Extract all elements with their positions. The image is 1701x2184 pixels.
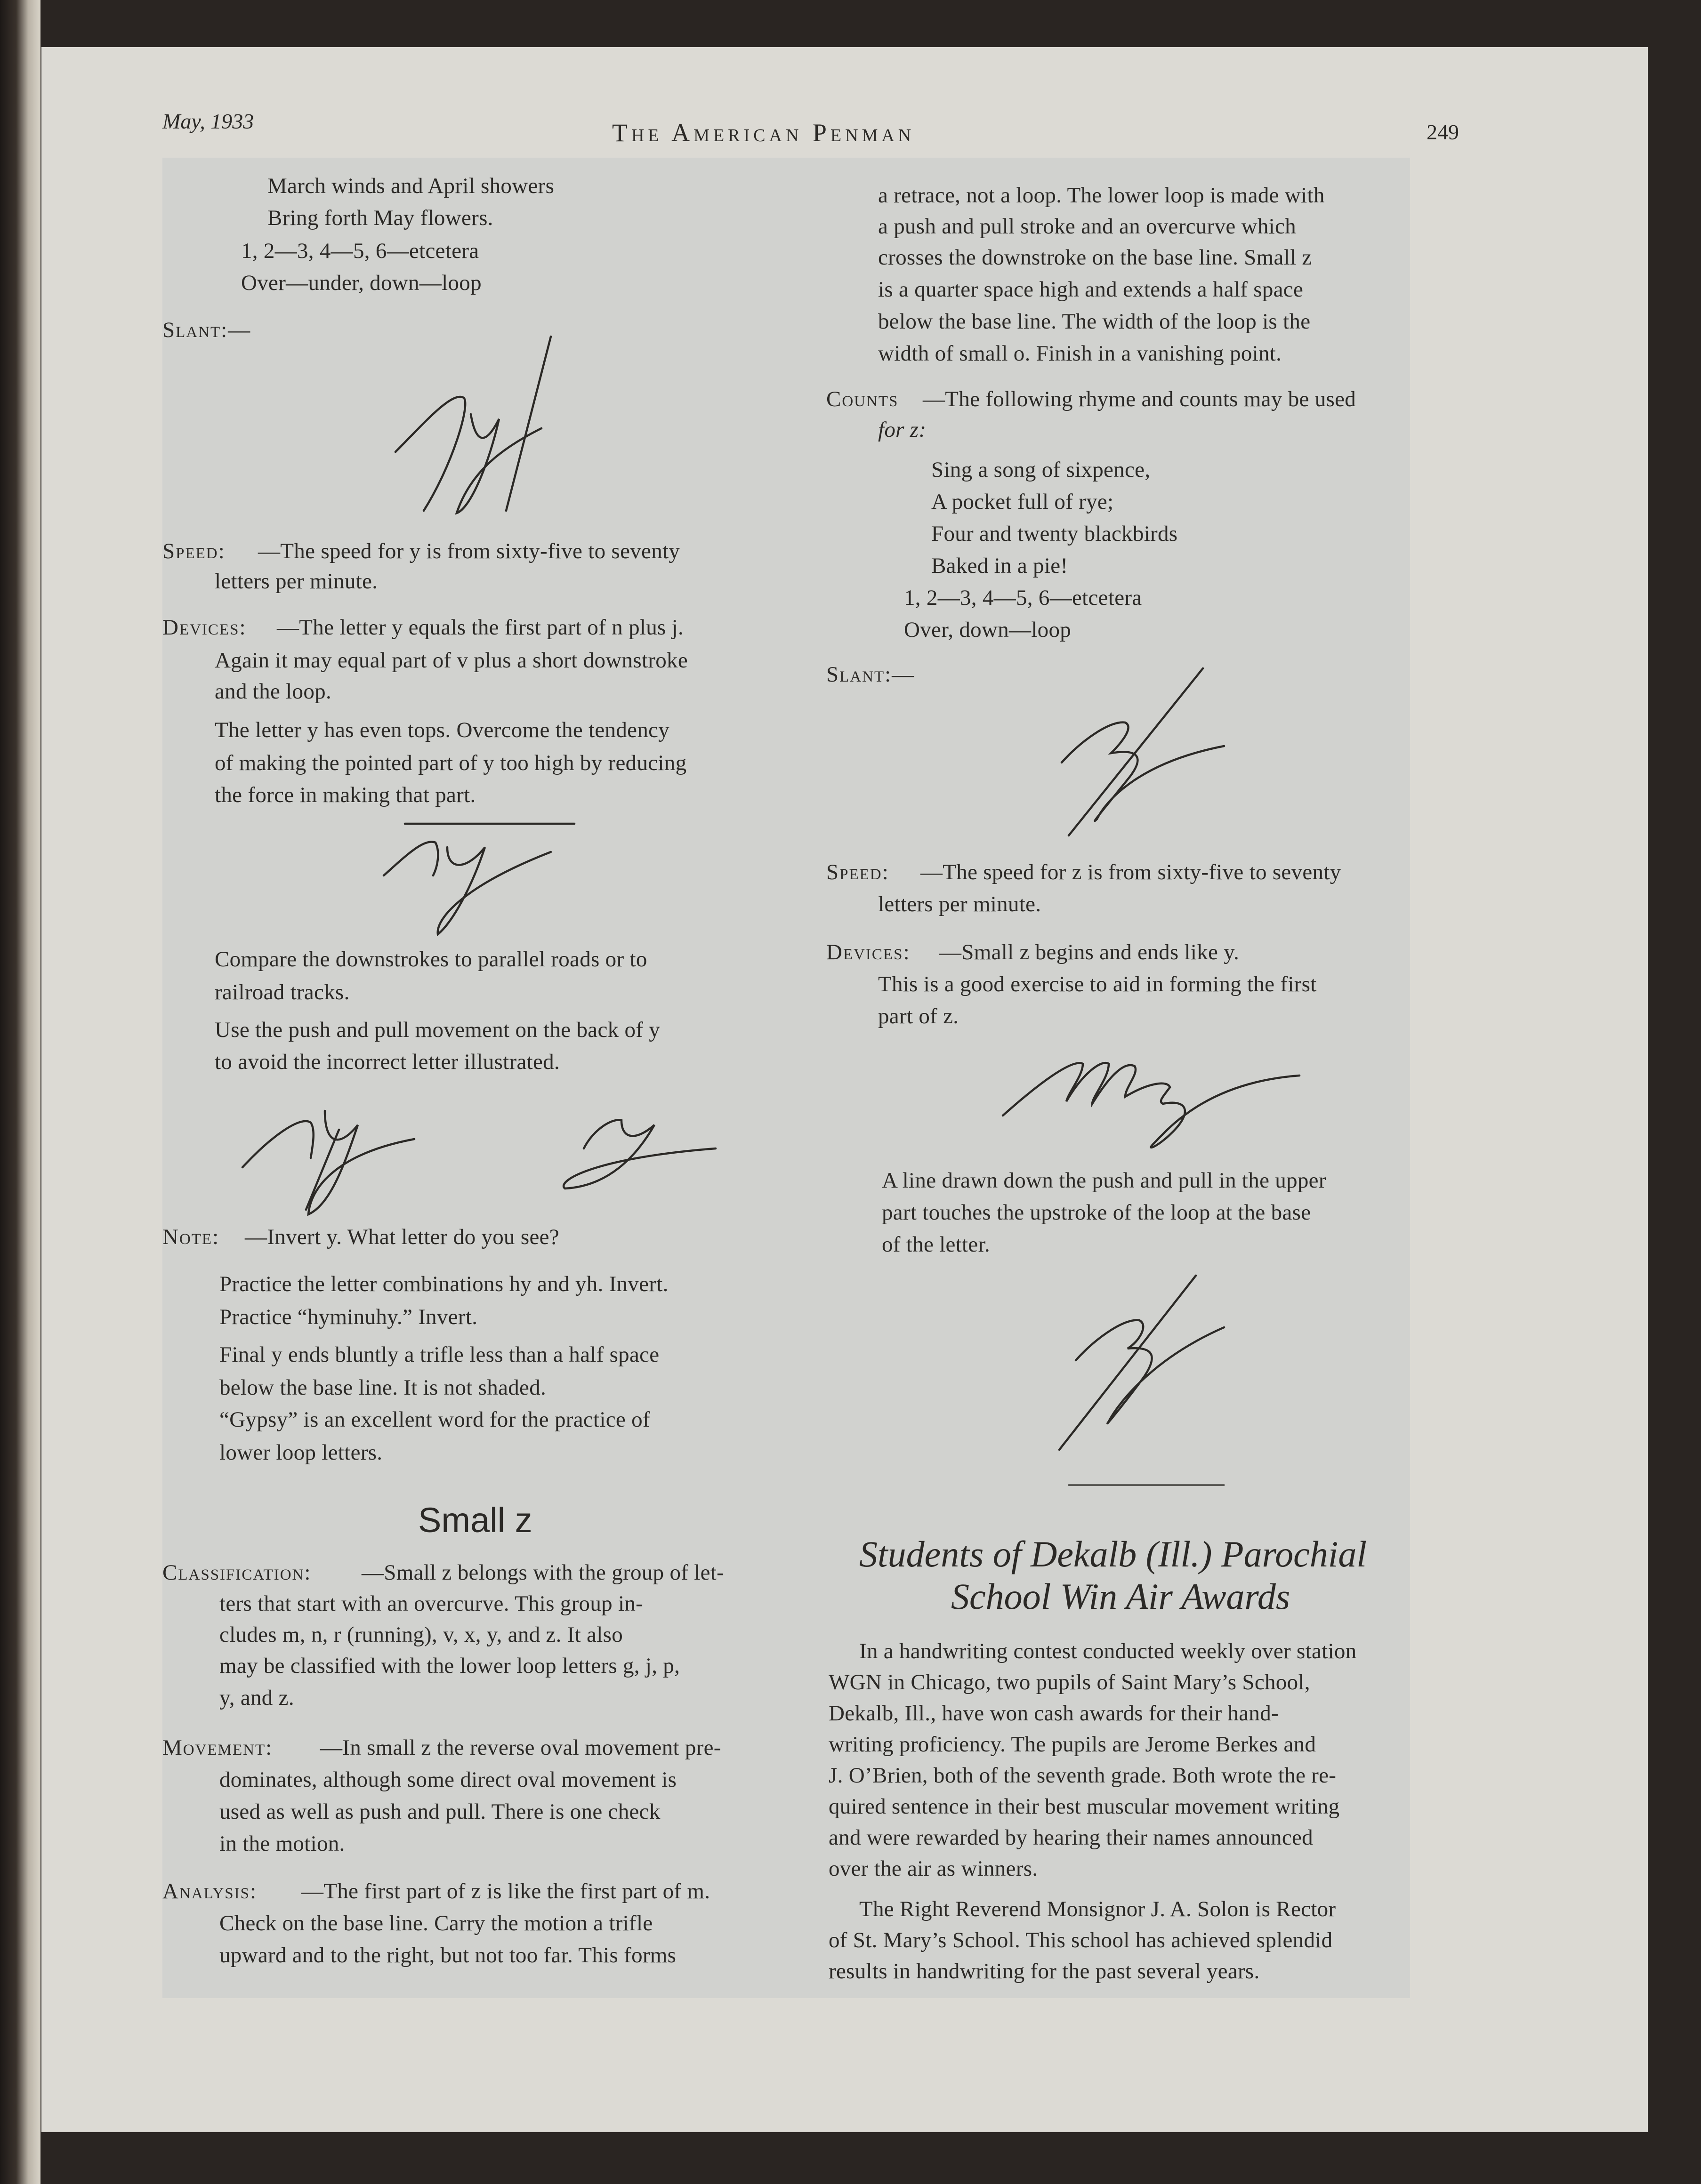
article-title: School Win Air Awards [951,1576,1290,1617]
note-text: —Invert y. What letter do you see? [245,1225,559,1249]
note-label: Note: [162,1225,220,1249]
analysis-continued: crosses the downstroke on the base line. Small z [878,245,1312,270]
analysis-text: upward and to the right, but not too far. This forms [219,1943,677,1967]
practice-text: Practice the letter combinations hy and yh. Invert. [219,1272,669,1296]
article-paragraph: The Right Reverend Monsignor J. A. Solon is Rector [859,1897,1336,1921]
incorrect-y-illustration [242,1111,414,1214]
devices-text: and the loop. [215,679,331,704]
movement-text: dominates, although some direct oval movement is [219,1767,677,1792]
section-heading-small-z: Small z [418,1501,532,1540]
final-text: below the base line. It is not shaded. [219,1375,547,1400]
devices-text: Again it may equal part of v plus a short downstroke [215,648,688,673]
compare-text: railroad tracks. [215,980,350,1004]
analysis-continued: is a quarter space high and extends a half space [878,277,1304,302]
rhyme-z-line: Over, down—loop [904,618,1072,642]
article-paragraph: quired sentence in their best muscular movement writing [829,1794,1340,1819]
article-paragraph: Dekalb, Ill., have won cash awards for their hand- [829,1701,1279,1726]
devices-text: —Small z begins and ends like y. [939,940,1240,964]
tops-text: The letter y has even tops. Overcome the tendency [215,718,670,742]
tops-text: the force in making that part. [215,783,476,807]
rhyme-line: 1, 2—3, 4—5, 6—etcetera [241,239,479,263]
article-title: Students of Dekalb (Ill.) Parochial [859,1534,1367,1574]
rhyme-z-line: Four and twenty blackbirds [931,522,1178,546]
mz-exercise-illustration [1003,1063,1299,1148]
use-text: Use the push and pull movement on the back of y [215,1018,661,1042]
movement-text: in the motion. [219,1831,345,1856]
classification-text: cludes m, n, r (running), v, x, y, and z. It also [219,1622,623,1647]
line-drawn-text: of the letter. [882,1232,990,1257]
journal-title: The American Penman [612,119,915,147]
analysis-text: Check on the base line. Carry the motion a trifle [219,1911,653,1935]
speed-label: Speed: [162,539,226,563]
article-paragraph: over the air as winners. [829,1856,1038,1881]
correct-y-illustration [564,1120,716,1188]
page-number: 249 [1427,120,1459,144]
slant-y-illustration [395,337,551,513]
classification-text: ters that start with an overcurve. This group in- [219,1591,644,1616]
rhyme-z-line: 1, 2—3, 4—5, 6—etcetera [904,586,1142,610]
slant-label: Slant:— [162,318,251,342]
issue-date: May, 1933 [162,109,254,133]
devices-label: Devices: [162,615,247,640]
rhyme-line: Over—under, down—loop [241,271,482,295]
y-top-guide-illustration [384,824,574,934]
article-paragraph: results in handwriting for the past several years. [829,1959,1260,1983]
rhyme-line: March winds and April showers [267,174,555,198]
article-paragraph: of St. Mary’s School. This school has achieved splendid [829,1928,1333,1952]
classification-text: —Small z belongs with the group of let- [362,1560,725,1585]
movement-text: used as well as push and pull. There is one check [219,1799,661,1824]
line-drawn-text: A line drawn down the push and pull in the upper [882,1168,1326,1193]
analysis-continued: a push and pull stroke and an overcurve which [878,214,1296,239]
final-text: Final y ends bluntly a trifle less than a half space [219,1342,660,1367]
rhyme-z-line: A pocket full of rye; [931,490,1114,514]
final-text: “Gypsy” is an excellent word for the practice of [219,1407,650,1432]
speed-text: —The speed for z is from sixty-five to seventy [920,860,1341,884]
speed-text: letters per minute. [878,892,1041,916]
speed-text: letters per minute. [215,569,378,594]
movement-text: —In small z the reverse oval movement pre- [320,1735,721,1760]
devices-label: Devices: [826,940,911,964]
analysis-label: Analysis: [162,1879,258,1903]
use-text: to avoid the incorrect letter illustrated. [215,1050,560,1074]
article-paragraph: J. O’Brien, both of the seventh grade. Both wrote the re- [829,1763,1337,1788]
article-paragraph: writing proficiency. The pupils are Jerome Berkes and [829,1732,1316,1757]
rhyme-z-line: Baked in a pie! [931,554,1068,578]
article-paragraph: WGN in Chicago, two pupils of Saint Mary’s School, [829,1670,1310,1694]
devices-text: —The letter y equals the first part of n plus j. [277,615,684,640]
movement-label: Movement: [162,1735,273,1760]
article-paragraph: and were rewarded by hearing their names announced [829,1825,1313,1850]
counts-label: Counts [826,387,899,411]
classification-label: Classification: [162,1560,312,1585]
line-drawn-text: part touches the upstroke of the loop at the base [882,1200,1311,1225]
practice-text: Practice “hyminuhy.” Invert. [219,1305,478,1329]
tops-text: of making the pointed part of y too high by reducing [215,751,687,775]
analysis-continued: width of small o. Finish in a vanishing point. [878,341,1282,366]
speed-text: —The speed for y is from sixty-five to seventy [258,539,680,563]
z-with-guide-line-illustration [1059,1276,1224,1450]
exercise-text: This is a good exercise to aid in forming the first [878,972,1317,996]
counts-text: for z: [878,418,927,442]
analysis-text: —The first part of z is like the first part of m. [301,1879,710,1903]
speed-label: Speed: [826,860,889,884]
compare-text: Compare the downstrokes to parallel roads or to [215,947,647,972]
slant-label: Slant:— [826,662,915,687]
analysis-continued: below the base line. The width of the loop is the [878,309,1311,334]
classification-text: may be classified with the lower loop letters g, j, p, [219,1654,680,1678]
exercise-text: part of z. [878,1004,959,1028]
final-text: lower loop letters. [219,1440,383,1465]
counts-text: —The following rhyme and counts may be used [923,387,1356,411]
classification-text: y, and z. [219,1686,294,1710]
slant-z-illustration [1062,668,1224,835]
article-paragraph: In a handwriting contest conducted weekly over station [859,1639,1357,1663]
rhyme-z-line: Sing a song of sixpence, [931,458,1151,482]
rhyme-line: Bring forth May flowers. [267,206,493,230]
analysis-continued: a retrace, not a loop. The lower loop is made with [878,183,1325,208]
